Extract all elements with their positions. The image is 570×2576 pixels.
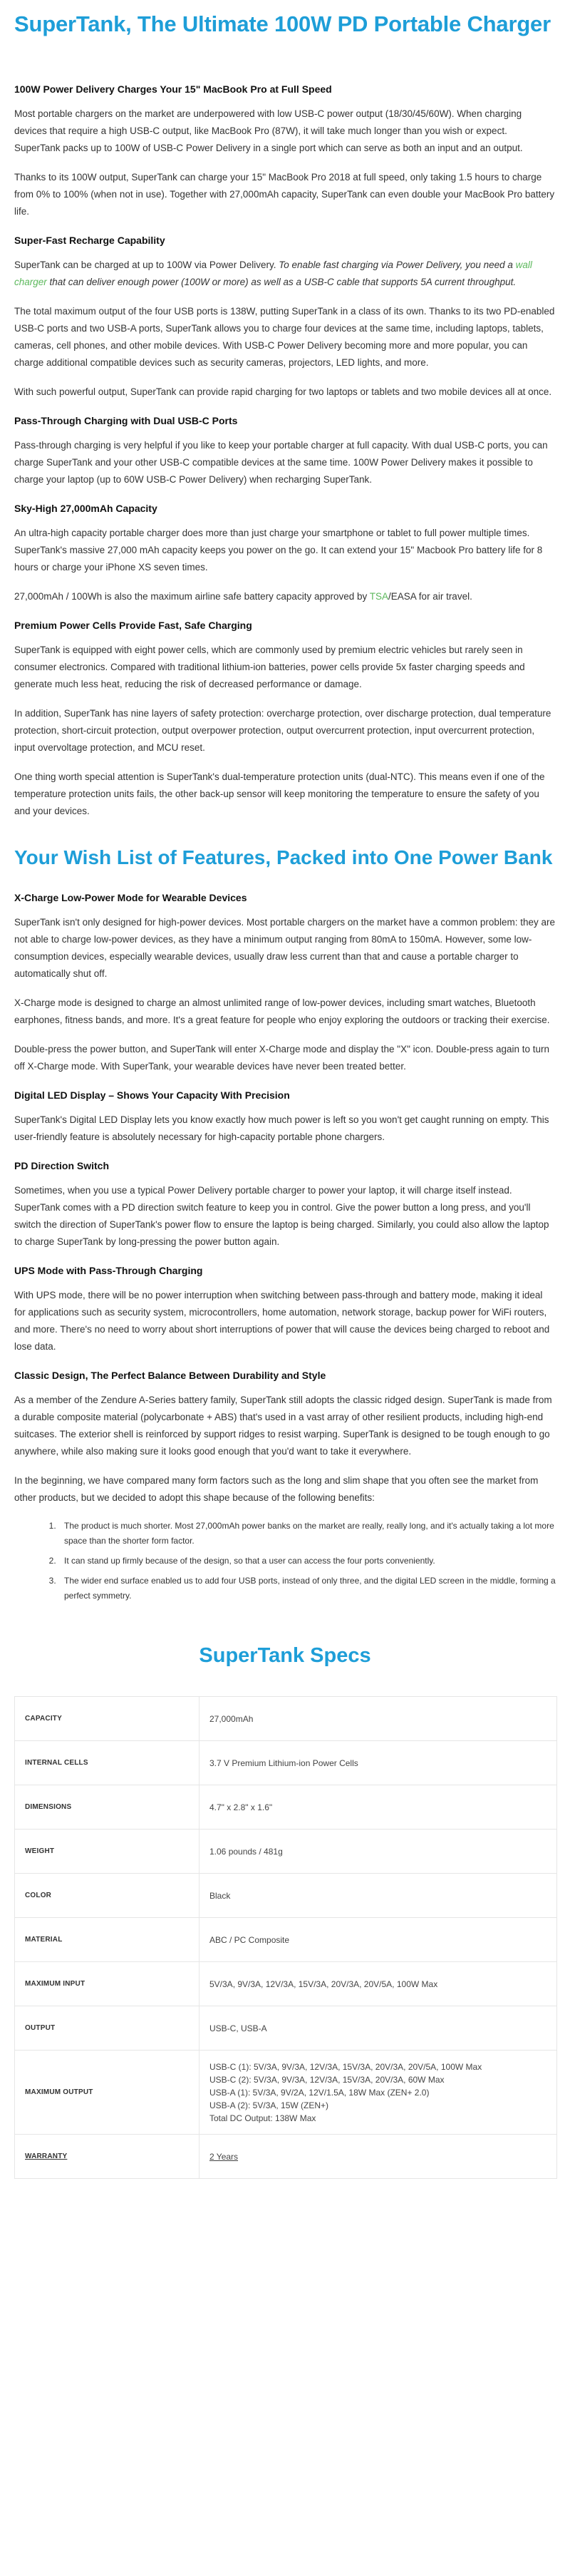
table-row <box>15 1785 557 1830</box>
table-row <box>15 1741 557 1785</box>
paragraph: Sometimes, when you use a typical Power Delivery portable charger to power your laptop, it will charge itself instead. SuperTank comes with a PD direction switch feature to keep you in control. Give the power button a long press, and you'll switch the direction of SuperTank's power flow to ensure the laptop is being charged. Similarly, you could also allow the laptop to charge SuperTank by long-pressing the power button again. <box>14 1185 549 1247</box>
paragraph: In addition, SuperTank has nine layers of safety protection: overcharge protection, over discharge protection, dual temperature protection, short-circuit protection, output overpower protection, output overcurrent protection, input overcurrent protection, input overvoltage protection, and MCU reset. <box>14 708 551 753</box>
spec-label: INTERNAL CELLS <box>15 1741 200 1785</box>
spec-value: 1.06 pounds / 481g <box>200 1830 557 1874</box>
heading-power-cells: Premium Power Cells Provide Fast, Safe Charging <box>14 620 252 631</box>
wish-list-section <box>14 846 556 1603</box>
table-row <box>15 2051 557 2135</box>
table-row <box>15 1874 557 1918</box>
paragraph: The total maximum output of the four USB ports is 138W, putting SuperTank in a class of its own. Thanks to its two PD-enabled USB-C ports and two USB-A ports, SuperTank allows you to charge four devices at the same time, including laptops, tablets, cameras, cell phones, and other mobile devices. With USB-C Power Delivery becoming more and more popular, you can charge additional compatible devices such as security cameras, projectors, LED lights, and more. <box>14 306 555 368</box>
spec-value: 27,000mAh <box>200 1697 557 1741</box>
list-item: 1. The product is much shorter. Most 27,000mAh power banks on the market are really, really long, and it's actually taking a lot more space than the shorter form factor. <box>58 1519 556 1549</box>
paragraph: SuperTank isn't only designed for high-power devices. Most portable chargers on the market have a common problem: they are not able to charge low-power devices, as they have a minimum output ranging from 80mA to 150mA. However, some low-consumption devices, especially wearable devices, usually draw less current than that and cause a portable charger to automatically shut off. <box>14 917 555 979</box>
specs-table <box>14 1696 557 2179</box>
italic-text: To enable fast charging via Power Delivery, you need a <box>279 260 516 270</box>
spec-label: MAXIMUM INPUT <box>15 1962 200 2006</box>
tsa-link[interactable]: TSA <box>369 591 389 602</box>
spec-value: 3.7 V Premium Lithium-ion Power Cells <box>200 1741 557 1785</box>
table-row <box>15 2006 557 2051</box>
spec-label: WEIGHT <box>15 1830 200 1874</box>
spec-value: 5V/3A, 9V/3A, 12V/3A, 15V/3A, 20V/3A, 20V/5A, 100W Max <box>200 1962 557 2006</box>
page-title: SuperTank, The Ultimate 100W PD Portable Charger <box>14 11 551 36</box>
paragraph: X-Charge mode is designed to charge an almost unlimited range of low-power devices, including smart watches, Bluetooth earphones, fitness bands, and more. It's a great feature for people who enjoy exploring the outdoors or tracking their exercise. <box>14 997 550 1025</box>
heading-design: Classic Design, The Perfect Balance Between Durability and Style <box>14 1370 326 1381</box>
spec-value: Black <box>200 1874 557 1918</box>
benefits-list <box>14 1519 556 1603</box>
table-row <box>15 2135 557 2179</box>
paragraph: SuperTank is equipped with eight power cells, which are commonly used by premium electric vehicles but rarely seen in consumer electronics. Compared with traditional lithium-ion batteries, power cells provide 5x faster charging speeds and generate much less heat, reducing the risk of decreased performance or damage. <box>14 645 525 689</box>
table-row <box>15 1697 557 1741</box>
text: 27,000mAh / 100Wh is also the maximum airline safe battery capacity approved by <box>14 591 370 602</box>
text: SuperTank can be charged at up to 100W via Power Delivery. <box>14 260 279 270</box>
heading-pd-switch: PD Direction Switch <box>14 1160 110 1171</box>
specs-section <box>14 1643 556 2179</box>
paragraph: SuperTank's Digital LED Display lets you know exactly how much power is left so you won't get caught running on empty. This user-friendly feature is absolutely necessary for high-capacity portable phone chargers. <box>14 1114 549 1142</box>
table-row <box>15 1918 557 1962</box>
heading-full-speed: 100W Power Delivery Charges Your 15" MacBook Pro at Full Speed <box>14 83 332 95</box>
paragraph: Most portable chargers on the market are underpowered with low USB-C power output (18/30/45/60W). When charging devices that require a high USB-C output, like MacBook Pro (87W), it will take much longer than you wish or expect. SuperTank packs up to 100W of USB-C Power Delivery in a single port which can serve as both an input and an output. <box>14 108 523 153</box>
heading-ups-mode: UPS Mode with Pass-Through Charging <box>14 1265 203 1276</box>
spec-value: USB-C, USB-A <box>200 2006 557 2051</box>
paragraph: With UPS mode, there will be no power interruption when switching between pass-through and battery mode, making it ideal for applications such as security system, microcontrollers, home automation, network storage, backup power for WiFi routers, and more. There's no need to worry about short interruptions of power that will cause the devices being charged to reboot and lose data. <box>14 1290 550 1352</box>
paragraph-recharge <box>14 257 556 291</box>
spec-value: ABC / PC Composite <box>200 1918 557 1962</box>
spec-label: DIMENSIONS <box>15 1785 200 1830</box>
spec-label: CAPACITY <box>15 1697 200 1741</box>
text: /EASA for air travel. <box>388 591 472 602</box>
heading-x-charge: X-Charge Low-Power Mode for Wearable Devices <box>14 892 247 903</box>
spec-value: 4.7" x 2.8" x 1.6" <box>200 1785 557 1830</box>
table-row <box>15 1830 557 1874</box>
spec-label: MAXIMUM OUTPUT <box>15 2051 200 2135</box>
paragraph: As a member of the Zendure A-Series battery family, SuperTank still adopts the classic ridged design. SuperTank is made from a durable composite material (polycarbonate + ABS) that's used in a vast array of other resilient products, including high-end suitcases. The exterior shell is reinforced by support ridges to resist warping. SuperTank is designed to be tough enough to go anywhere, while also making sure it looks good enough that you'd want to take it everywhere. <box>14 1395 552 1457</box>
specs-title: SuperTank Specs <box>199 1644 371 1667</box>
output-line: USB-A (2): 5V/3A, 15W (ZEN+) <box>209 2100 329 2110</box>
warranty-value-link[interactable]: 2 Years <box>200 2135 557 2179</box>
output-line: USB-C (1): 5V/3A, 9V/3A, 12V/3A, 15V/3A, 20V/3A, 20V/5A, 100W Max <box>209 2061 482 2072</box>
table-row <box>15 1962 557 2006</box>
heading-capacity: Sky-High 27,000mAh Capacity <box>14 503 157 514</box>
list-item: 2. It can stand up firmly because of the design, so that a user can access the four ports conveniently. <box>58 1554 556 1569</box>
section-title: Your Wish List of Features, Packed into One Power Bank <box>14 846 553 868</box>
output-line: USB-C (2): 5V/3A, 9V/3A, 12V/3A, 15V/3A, 20V/3A, 60W Max <box>209 2074 445 2085</box>
spec-label: MATERIAL <box>15 1918 200 1962</box>
heading-pass-through: Pass-Through Charging with Dual USB-C Ports <box>14 415 238 426</box>
paragraph: Thanks to its 100W output, SuperTank can charge your 15" MacBook Pro 2018 at full speed, only taking 1.5 hours to charge from 0% to 100% (when not in use). Together with 27,000mAh capacity, SuperTank can even double your MacBook Pro battery life. <box>14 172 555 217</box>
paragraph: Pass-through charging is very helpful if you like to keep your portable charger at full capacity. With dual USB-C ports, you can charge SuperTank and your other USB-C compatible devices at the same time. 100W Power Delivery makes it possible to charge your laptop (up to 60W USB-C Power Delivery) when recharging SuperTank. <box>14 440 548 485</box>
paragraph: An ultra-high capacity portable charger does more than just charge your smartphone or tablet to full power multiple times. SuperTank's massive 27,000 mAh capacity keeps you power on the go. It can extend your 15" Macbook Pro battery life for 8 hours or charge your iPhone XS seven times. <box>14 528 543 573</box>
paragraph: With such powerful output, SuperTank can provide rapid charging for two laptops or tablets and two mobile devices all at once. <box>14 386 552 397</box>
output-line: USB-A (1): 5V/3A, 9V/2A, 12V/1.5A, 18W Max (ZEN+ 2.0) <box>209 2087 430 2098</box>
heading-recharge: Super-Fast Recharge Capability <box>14 235 165 246</box>
spec-value-multiline <box>200 2051 557 2135</box>
product-page <box>0 11 570 2200</box>
list-item: 3. The wider end surface enabled us to add four USB ports, instead of only three, and the digital LED screen in the middle, forming a perfect symmetry. <box>58 1574 556 1603</box>
spec-label: OUTPUT <box>15 2006 200 2051</box>
output-line: Total DC Output: 138W Max <box>209 2113 316 2123</box>
features-section <box>14 81 556 820</box>
paragraph-tsa <box>14 588 556 605</box>
warranty-label-link[interactable]: WARRANTY <box>15 2135 200 2179</box>
paragraph: Double-press the power button, and SuperTank will enter X-Charge mode and display the "X" icon. Double-press again to turn off X-Charge mode. With SuperTank, your wearable devices have never been treated better. <box>14 1044 550 1072</box>
heading-led-display: Digital LED Display – Shows Your Capacity With Precision <box>14 1089 290 1101</box>
wall-charger-link[interactable]: wall charger <box>14 260 532 287</box>
spec-label: COLOR <box>15 1874 200 1918</box>
paragraph: In the beginning, we have compared many form factors such as the long and slim shape that you often see the market from other products, but we decided to adopt this shape because of the following benefits: <box>14 1475 539 1503</box>
italic-text: that can deliver enough power (100W or more) as well as a USB-C cable that supports 5A current throughput. <box>46 277 517 287</box>
paragraph: One thing worth special attention is SuperTank's dual-temperature protection units (dual-NTC). This means even if one of the temperature protection units fails, the other back-up sensor will keep monitoring the temperature to ensure the safety of you and your devices. <box>14 771 545 816</box>
